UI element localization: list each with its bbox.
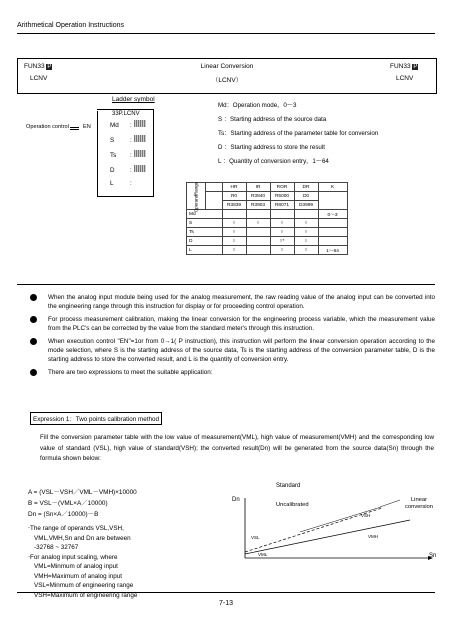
ladder-bottom [97, 196, 153, 197]
fun-name-right: LCNV [396, 75, 414, 82]
ladder-op-ts: Ts : [110, 150, 146, 165]
formula-b: B = VSL－(VML×A／10000) [28, 500, 108, 507]
desc-ts: Ts：Starting address of the parameter table for conversion [218, 130, 379, 137]
note-line: VSL=Minmum of engineering range [34, 582, 134, 589]
formula-block [28, 487, 137, 520]
range-top-ror: R5000 [270, 192, 294, 201]
range-corner: Range Operand [187, 183, 206, 210]
range-top-hr: R0 [222, 192, 246, 201]
range-table-wrap [186, 182, 348, 255]
legend-standard: Standard [276, 483, 301, 489]
range-bottom-ror: R8071 [270, 201, 294, 210]
range-top-ir: R3840 [246, 192, 270, 201]
ladder-top [97, 109, 153, 110]
fun-subtitle: （LCNV） [211, 77, 243, 84]
ladder-heading: Ladder symbol [112, 96, 155, 103]
footer-rule [17, 592, 435, 593]
calibration-graph [240, 480, 440, 585]
bullet-item: When execution control "EN"=1or from 0→1( P instruction), this instruction will perform the linear conversion operation according to the mode selection, where S is the starting address of the source data, Ts is the starting address of the conversion parameter table, D is the starting address to store the converted result, and L is the quantity of conversion entry. [30, 337, 435, 364]
operation-control-label: Operation control [26, 124, 69, 130]
ladder-op-md: Md : [110, 120, 146, 135]
en-line-2 [70, 129, 79, 130]
bullet-item: For process measurement calibration, making the linear conversion for the engineering process variable, which the measurement value from the PLC's can be corrected by the value from the standard meter's through this instruction. [30, 315, 435, 333]
row-l: L ○ ○ ○ 1～64 [187, 246, 348, 255]
label-vml: VML [258, 552, 268, 557]
section-rule [17, 284, 435, 285]
linear-pointer [380, 500, 400, 507]
note-line: VML=Minmum of analog input [34, 563, 118, 570]
label-vsl: VSL [251, 535, 260, 540]
fun-right [390, 63, 418, 70]
desc-l: L ：Quantity of conversion entry，1～64 [218, 158, 329, 165]
desc-s: S ：Starting address of the source data [218, 116, 327, 123]
ladder-block-name: 33P.LCNV [112, 111, 140, 117]
notes-block [28, 524, 137, 600]
label-vmh: VMH [368, 534, 378, 539]
desc-md: Md：Operation mode，0～3 [218, 102, 297, 109]
bullet-icon [30, 294, 37, 301]
header-hr: HR [222, 183, 246, 192]
row-md: Md 0～3 [187, 210, 348, 219]
p-badge-left: P [47, 64, 52, 70]
header-ir: IR [246, 183, 270, 192]
note-line: ‧For analog input scaling, where [28, 553, 118, 561]
p-badge-right: P [413, 64, 418, 70]
header-k: K [318, 183, 347, 192]
range-top-dr: D0 [294, 192, 318, 201]
row-ts: Ts ○ ○ ○ [187, 228, 348, 237]
formula-a: A = (VSL－VSH／VML－VMH)×10000 [28, 489, 137, 496]
formula-dn: Dn = (Sn×A／10000)－B [28, 511, 99, 518]
row-d: D ○ ○* ○ [187, 237, 348, 246]
expression-paragraph: Fill the conversion parameter table with the low value of measurement(VML), high value of measurement(VMH) and the corresponding low value of standard (VSL), high value of standard(VSH); the converted result(Dn) will be generated from the source data(Sn) through the formula shown below: [40, 434, 434, 462]
header-dr: DR [294, 183, 318, 192]
fun-name-left: LCNV [30, 75, 48, 82]
expression-heading: Expression 1：Two points calibration method [30, 412, 162, 425]
fun-title: Linear Conversion [200, 63, 254, 70]
legend-uncalibrated: Uncalibrated [276, 502, 309, 508]
range-bottom-hr: R3839 [222, 201, 246, 210]
ladder-op-l: L : [110, 180, 132, 187]
graph-x-label: Sn [429, 553, 437, 559]
header-ror: ROR [270, 183, 294, 192]
bullet-icon [30, 369, 37, 376]
ladder-op-d: D : [110, 165, 146, 180]
range-bottom-ir: R3903 [246, 201, 270, 210]
title-box [17, 58, 437, 94]
en-label: EN [83, 124, 91, 130]
operand-list [110, 120, 146, 195]
fun-code-right: FUN33 [390, 63, 411, 70]
fun-left [24, 63, 52, 70]
bullet-item: There are two expressions to meet the suitable application: [30, 368, 435, 377]
section-title: Arithmetical Operation Instructions [17, 22, 124, 29]
note-line: VMH=Maximum of analog input [34, 572, 123, 580]
header-rule [17, 33, 435, 34]
note-line: ‧The range of operands VSL,VSH, [28, 525, 124, 532]
ladder-op-s: S : [110, 135, 146, 150]
bullet-item: When the analog input module being used for the analog measurement, the raw reading value of the analog input can be converted into the engineering range through this instruction for display or for proceeding control operation. [30, 293, 435, 311]
legend-linear: Linear conversion [404, 497, 434, 510]
bullet-list [30, 293, 435, 377]
note-line: VML,VMH,Sn and Dn are between [34, 534, 131, 542]
bullet-icon [30, 316, 37, 323]
en-line [70, 127, 79, 128]
note-line: -32768 ~ 32767 [34, 544, 79, 551]
bullet-icon [30, 338, 37, 345]
operand-descriptions [218, 102, 378, 172]
desc-d: D ：Starting address to store the result [218, 144, 325, 151]
page-number: 7-13 [218, 600, 233, 607]
uncalibrated-line [245, 520, 410, 554]
ladder-right [153, 109, 154, 197]
range-bottom-dr: D3999 [294, 201, 318, 210]
range-corner-2 [205, 183, 222, 192]
note-line: VSH=Maximum of engineering range [34, 591, 138, 599]
row-s: S ○ ○ ○ ○ [187, 219, 348, 228]
graph-y-label: Dn [232, 497, 240, 503]
fun-code-left: FUN33 [24, 63, 45, 70]
label-vsh: VSH [361, 513, 371, 518]
range-table [186, 182, 348, 255]
